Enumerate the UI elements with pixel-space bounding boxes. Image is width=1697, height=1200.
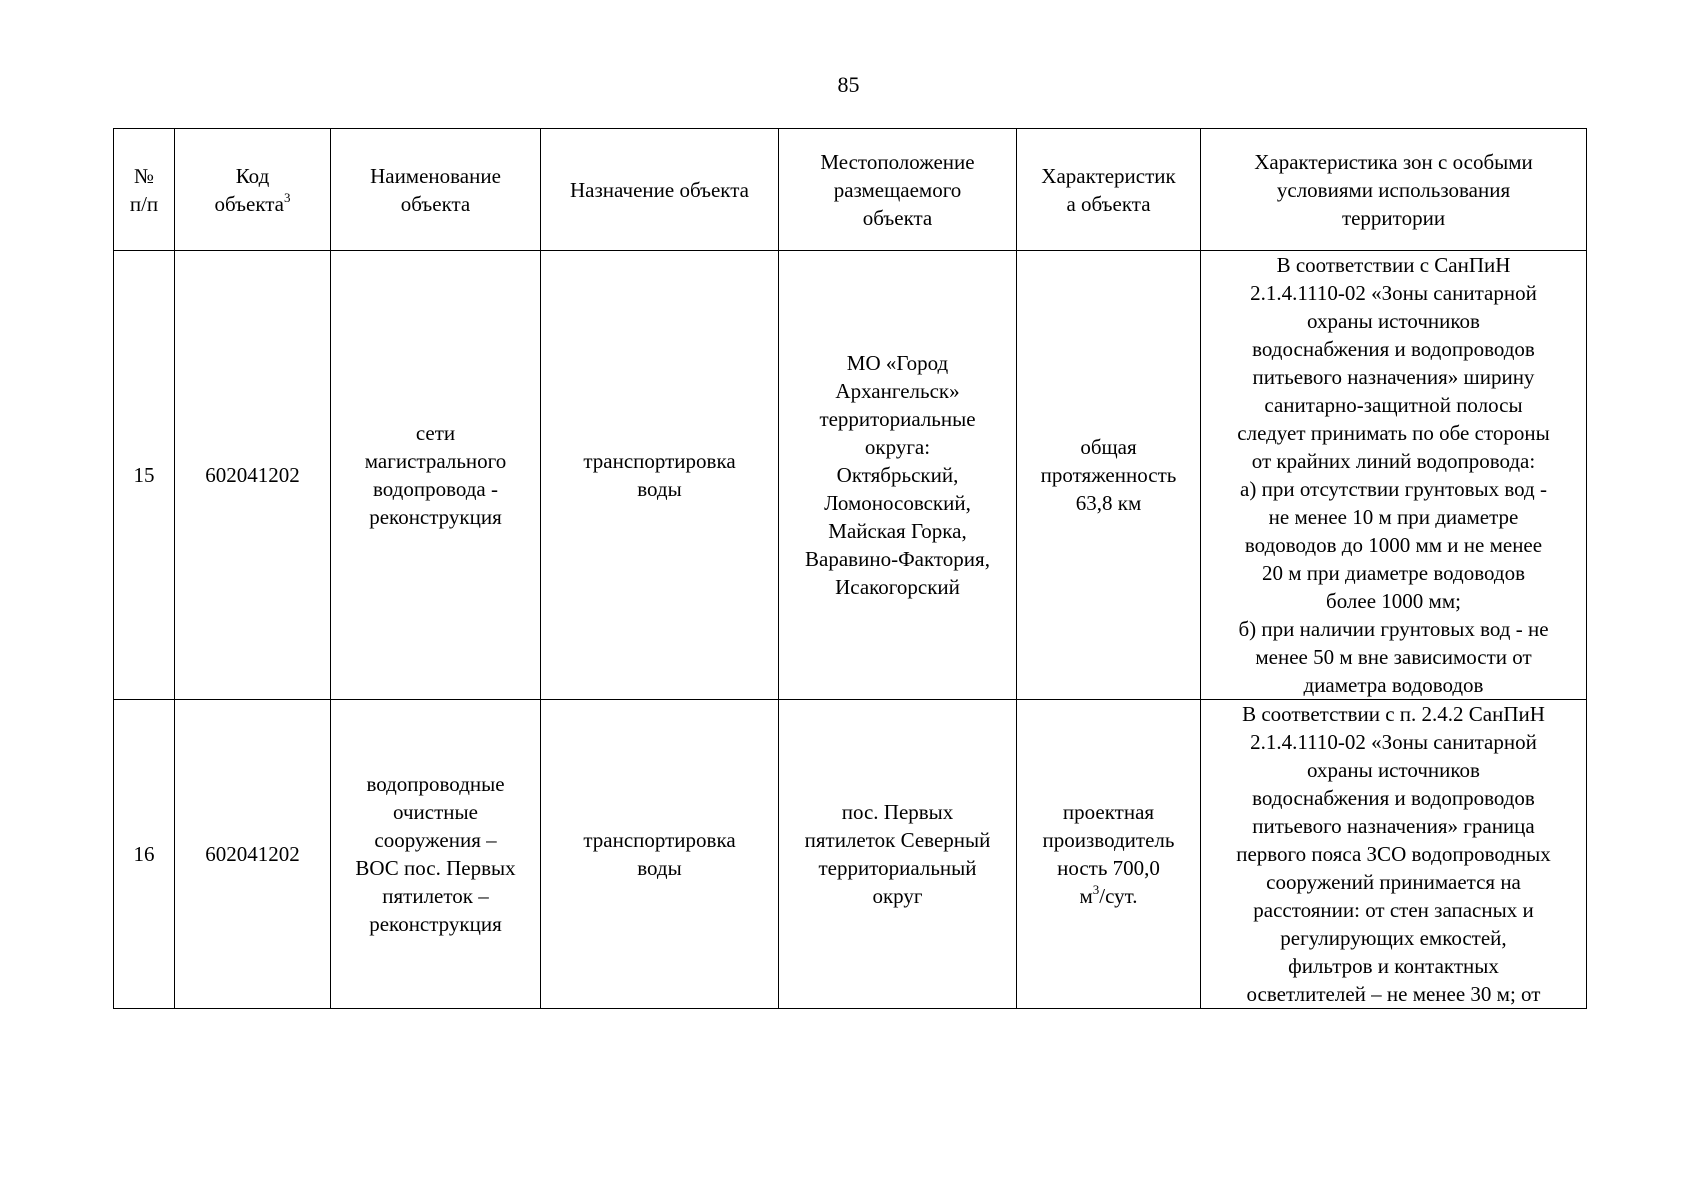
- footnote-marker: 3: [284, 189, 291, 205]
- objects-table: [113, 128, 1587, 1009]
- header-code: Код объекта$^3$: [175, 129, 331, 251]
- cell-code: 602041202: [175, 251, 331, 700]
- header-characteristic: Характеристик а объекта: [1017, 129, 1201, 251]
- table-header-row: [114, 129, 1587, 251]
- cell-purpose: транспортировка воды: [541, 700, 779, 1009]
- cell-location: пос. Первых пятилеток Северный территориальный округ: [779, 700, 1017, 1009]
- header-location: Местоположение размещаемого объекта: [779, 129, 1017, 251]
- cell-number: 15: [114, 251, 175, 700]
- cell-number: 16: [114, 700, 175, 1009]
- header-name: Наименование объекта: [331, 129, 541, 251]
- table-row: [114, 700, 1587, 1009]
- cell-location: МО «Город Архангельск» территориальные округа: Октябрьский, Ломоносовский, Майская Горка, Варавино-Фактория, Исакогорский: [779, 251, 1017, 700]
- cell-zones: В соответствии с п. 2.4.2 СанПиН 2.1.4.1110-02 «Зоны санитарной охраны источников водоснабжения и водопроводов питьевого назначения» граница первого пояса ЗСО водопроводных сооружений принимается на расстоянии: от стен запасных и регулирующих емкостей, фильтров и контактных осветлителей – не менее 30 м; от: [1201, 700, 1587, 1009]
- cell-name: сети магистрального водопровода - реконструкция: [331, 251, 541, 700]
- page-number: 85: [837, 72, 860, 97]
- cell-code: 602041202: [175, 700, 331, 1009]
- header-zones: Характеристика зон с особыми условиями использования территории: [1201, 129, 1587, 251]
- table-row: [114, 251, 1587, 700]
- cell-purpose: транспортировка воды: [541, 251, 779, 700]
- cell-zones: В соответствии с СанПиН 2.1.4.1110-02 «Зоны санитарной охраны источников водоснабжения и водопроводов питьевого назначения» ширину санитарно-защитной полосы следует принимать по обе стороны от крайних линий водопровода: а) при отсутствии грунтовых вод - не менее 10 м при диаметре водоводов до 1000 мм и не менее 20 м при диаметре водоводов более 1000 мм; б) при наличии грунтовых вод - не менее 50 м вне зависимости от диаметра водоводов: [1201, 251, 1587, 700]
- cell-characteristic: общая протяженность 63,8 км: [1017, 251, 1201, 700]
- header-purpose: Назначение объекта: [541, 129, 779, 251]
- cell-name: водопроводные очистные сооружения – ВОС пос. Первых пятилеток – реконструкция: [331, 700, 541, 1009]
- header-number: № п/п: [114, 129, 175, 251]
- cell-characteristic: проектная производитель ность 700,0 $м^3$/сут.: [1017, 700, 1201, 1009]
- unit-label: $м^3$/сут.: [1079, 882, 1138, 908]
